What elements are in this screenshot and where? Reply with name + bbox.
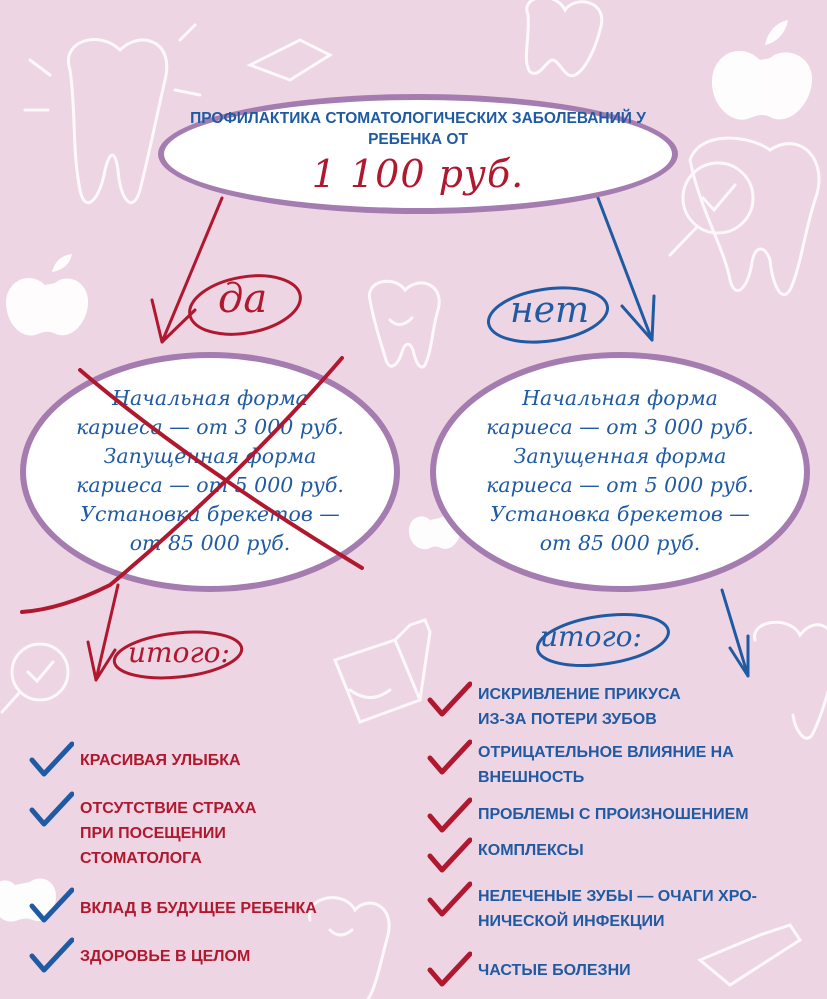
no-summary-label: итого: <box>540 620 642 653</box>
check-icon <box>28 886 74 926</box>
list-item <box>28 886 317 926</box>
no-oval-text <box>430 384 810 558</box>
list-item-text: ЧАСТЫЕ БОЛЕЗНИ <box>478 962 631 979</box>
list-item-text: ПРОБЛЕМЫ С ПРОИЗНОШЕНИЕМ <box>478 806 749 823</box>
list-item <box>426 880 757 934</box>
list-item-text: ОТСУТСТВИЕ СТРАХА ПРИ ПОСЕЩЕНИИ СТОМАТОЛОГА <box>80 800 257 867</box>
yes-oval-text <box>20 384 400 558</box>
no-oval-line: кариеса — от 5 000 руб. <box>486 473 754 497</box>
check-icon <box>28 740 74 780</box>
list-item <box>426 738 734 790</box>
yes-oval-line: кариеса — от 5 000 руб. <box>76 473 344 497</box>
no-oval-line: Начальная форма <box>522 386 718 410</box>
no-oval-line: Запущенная форма <box>513 444 727 468</box>
yes-oval-line: кариеса — от 3 000 руб. <box>76 415 344 439</box>
list-item <box>426 950 631 990</box>
yes-oval-line: Установка брекетов — <box>80 502 340 526</box>
no-oval-line: Установка брекетов — <box>490 502 750 526</box>
arrow-to-yes-summary <box>88 585 118 680</box>
no-oval-line: от 85 000 руб. <box>539 531 701 555</box>
check-icon <box>426 680 472 720</box>
list-item-text: ВКЛАД В БУДУЩЕЕ РЕБЕНКА <box>80 900 317 917</box>
list-item-text: ИСКРИВЛЕНИЕ ПРИКУСА ИЗ-ЗА ПОТЕРИ ЗУБОВ <box>478 686 681 728</box>
check-icon <box>426 950 472 990</box>
list-item <box>28 790 256 871</box>
list-item-text: ОТРИЦАТЕЛЬНОЕ ВЛИЯНИЕ НА ВНЕШНОСТЬ <box>478 744 734 786</box>
list-item <box>426 836 584 876</box>
arrow-to-no <box>598 198 654 340</box>
check-icon <box>28 790 74 830</box>
no-label: нет <box>510 290 590 331</box>
check-icon <box>426 738 472 778</box>
yes-oval-line: от 85 000 руб. <box>129 531 291 555</box>
yes-label: да <box>218 276 268 322</box>
list-item <box>28 936 250 976</box>
arrow-to-yes <box>152 198 222 342</box>
list-item-text: ЗДОРОВЬЕ В ЦЕЛОМ <box>80 948 251 965</box>
check-icon <box>426 836 472 876</box>
list-item <box>426 680 681 732</box>
yes-oval-line: Начальная форма <box>112 386 308 410</box>
header-title: ПРОФИЛАКТИКА СТОМАТОЛОГИЧЕСКИХ ЗАБОЛЕВАНИЙ У РЕБЕНКА ОТ <box>190 110 646 148</box>
list-item <box>426 796 749 836</box>
list-item-text: НЕЛЕЧЕНЫЕ ЗУБЫ — ОЧАГИ ХРО- НИЧЕСКОЙ ИНФЕКЦИИ <box>478 888 757 930</box>
arrow-to-no-summary <box>722 590 748 676</box>
check-icon <box>28 936 74 976</box>
header-price: 1 100 руб. <box>311 152 525 196</box>
no-oval-line: кариеса — от 3 000 руб. <box>486 415 754 439</box>
list-item <box>28 740 241 780</box>
yes-oval-line: Запущенная форма <box>103 444 317 468</box>
yes-summary-label: итого: <box>128 636 230 669</box>
list-item-text: КРАСИВАЯ УЛЫБКА <box>80 752 241 769</box>
check-icon <box>426 796 472 836</box>
list-item-text: КОМПЛЕКСЫ <box>478 842 584 859</box>
check-icon <box>426 880 472 920</box>
